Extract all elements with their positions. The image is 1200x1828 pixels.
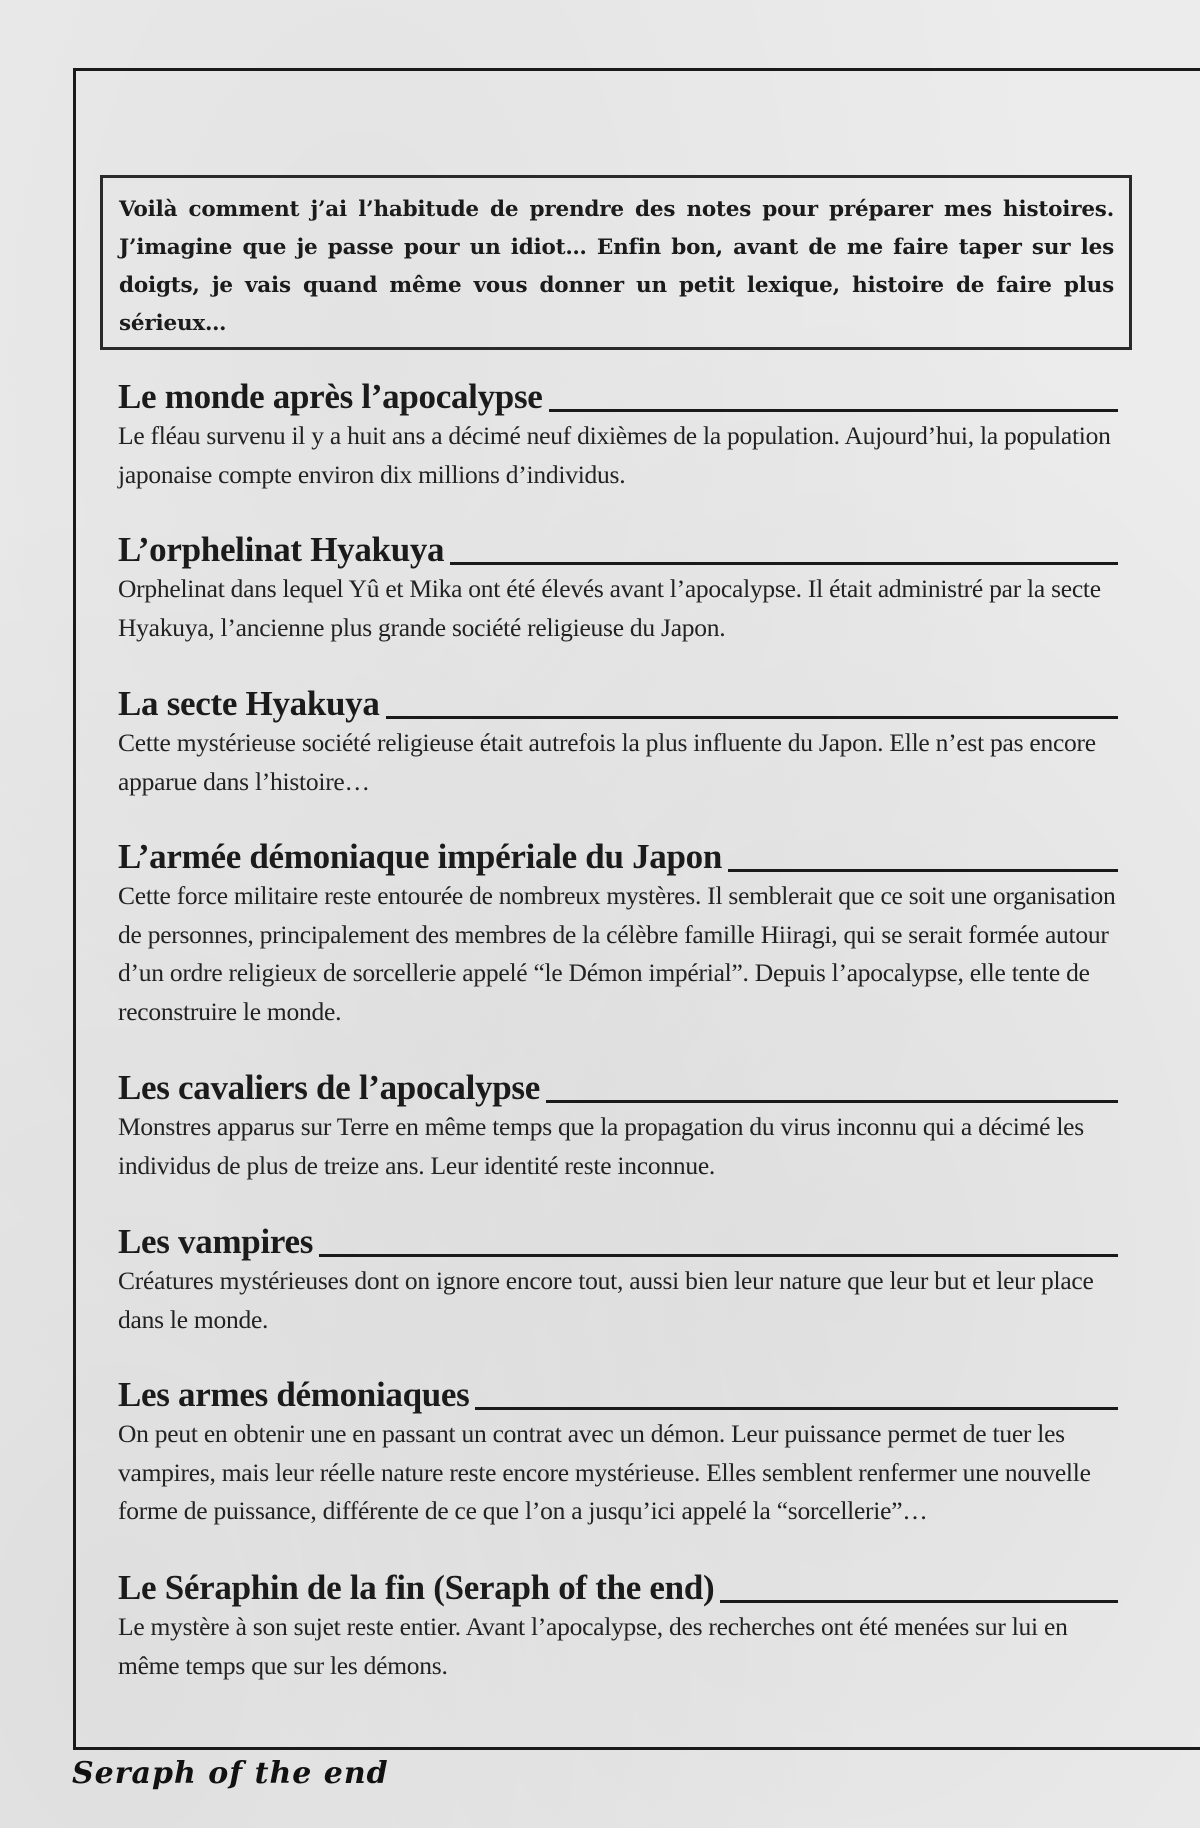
entry-heading-row [118,526,1118,570]
lexicon-entry [118,1564,1118,1685]
entry-heading-row [118,1218,1118,1262]
entry-title: La secte Hyakuya [118,684,380,723]
heading-rule [549,409,1118,412]
entry-text: On peut en obtenir une en passant un contrat avec un démon. Leur puissance permet de tuer les vampires, mais leur réelle nature reste encore mystérieuse. Elles semblent renfermer une nouvelle forme de puissance, différente de ce que l’on a jusqu’ici appelé la “sorcellerie”… [118,1419,1091,1525]
entry-title: Le Séraphin de la fin (Seraph of the end) [118,1568,715,1607]
lexicon-entry [118,1218,1118,1339]
entry-text: Monstres apparus sur Terre en même temps que la propagation du virus inconnu qui a décimé les individus de plus de treize ans. Leur identité reste inconnue. [118,1112,1084,1180]
entry-title: L’orphelinat Hyakuya [118,530,445,569]
entry-heading-row [118,680,1118,724]
entry-heading-row [118,833,1118,877]
entry-text: Le mystère à son sujet reste entier. Avant l’apocalypse, des recherches ont été menées sur lui en même temps que sur les démons. [118,1612,1068,1680]
heading-rule [728,869,1118,872]
lexicon-entry [118,373,1118,494]
entry-title: Le monde après l’apocalypse [118,377,543,416]
lexicon-entry [118,526,1118,647]
intro-note-box [100,175,1132,350]
entry-heading-row [118,1064,1118,1108]
lexicon-entry [118,833,1118,1031]
entry-text: Cette mystérieuse société religieuse était autrefois la plus influente du Japon. Elle n’est pas encore apparue dans l’histoire… [118,728,1096,796]
entry-heading-row [118,1564,1118,1608]
entry-text: Orphelinat dans lequel Yû et Mika ont été élevés avant l’apocalypse. Il était administré par la secte Hyakuya, l’ancienne plus grande société religieuse du Japon. [118,574,1101,642]
heading-rule [720,1600,1118,1603]
heading-rule [450,562,1118,565]
intro-text: Voilà comment j’ai l’habitude de prendre des notes pour préparer mes histoires. J’imagine que je passe pour un idiot… Enfin bon, avant de me faire taper sur les doigts, je vais quand même vous donner un petit lexique, histoire de faire plus sérieux… [119,197,1114,336]
entry-heading-row [118,373,1118,417]
lexicon-entry [118,1064,1118,1185]
heading-rule [546,1100,1118,1103]
entry-title: Les cavaliers de l’apocalypse [118,1068,540,1107]
entry-text: Le fléau survenu il y a huit ans a décimé neuf dixièmes de la population. Aujourd’hui, la population japonaise compte environ dix millions d’individus. [118,421,1111,489]
lexicon-entry [118,680,1118,801]
entry-text: Créatures mystérieuses dont on ignore encore tout, aussi bien leur nature que leur but et leur place dans le monde. [118,1266,1094,1334]
footer-series-title: Seraph of the end [72,1756,389,1791]
entry-heading-row [118,1371,1118,1415]
entry-title: Les armes démoniaques [118,1375,470,1414]
entry-title: L’armée démoniaque impériale du Japon [118,837,723,876]
heading-rule [319,1254,1118,1257]
entry-text: Cette force militaire reste entourée de nombreux mystères. Il semblerait que ce soit une organisation de personnes, principalement des membres de la célèbre famille Hiiragi, qui se serait formée autour d’un ordre religieux de sorcellerie appelé “le Démon impérial”. Depuis l’apocalypse, elle tente de reconstruire le monde. [118,881,1116,1026]
lexicon-entry [118,1371,1118,1531]
heading-rule [475,1407,1118,1410]
entry-title: Les vampires [118,1222,314,1261]
heading-rule [386,716,1118,719]
